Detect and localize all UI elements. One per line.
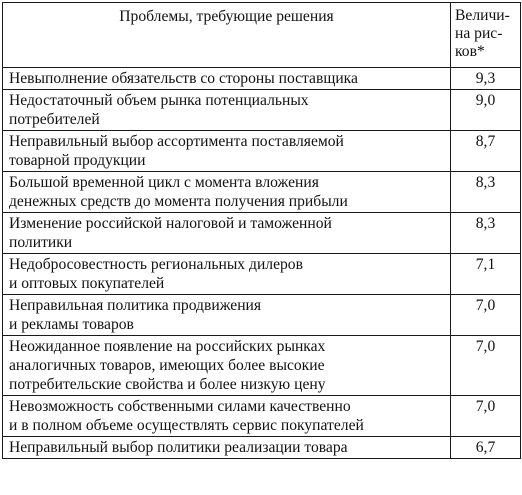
problem-text: потребительские свойства и более низкую цену	[9, 376, 326, 393]
problem-cell	[3, 68, 451, 90]
problem-cell	[3, 396, 451, 437]
table-row	[3, 68, 521, 90]
risk-value-cell: 7,0	[451, 295, 521, 336]
table-row	[3, 254, 521, 295]
problem-text: политики	[9, 234, 73, 251]
problem-text: денежных средств до момента получения прибыли	[9, 193, 348, 210]
problem-text: и оптовых покупателей	[9, 275, 165, 292]
risk-value-cell: 7,0	[451, 396, 521, 437]
risk-value-cell: 6,7	[451, 437, 521, 459]
risk-value-cell: 8,3	[451, 213, 521, 254]
risk-value-cell: 7,0	[451, 336, 521, 396]
risk-value-cell: 9,3	[451, 68, 521, 90]
table-header-row	[3, 3, 521, 68]
table-row	[3, 437, 521, 459]
problem-text: товарной продукции	[9, 152, 146, 169]
problem-cell	[3, 336, 451, 396]
problem-text: Недобросовестность региональных дилеров	[9, 256, 303, 273]
problem-cell	[3, 131, 451, 172]
header-risk-value-line: на рис-	[455, 25, 503, 42]
risk-value-cell: 8,3	[451, 172, 521, 213]
problem-text: и рекламы товаров	[9, 316, 134, 333]
table-row	[3, 295, 521, 336]
table-row	[3, 131, 521, 172]
table-row	[3, 396, 521, 437]
header-risk-value	[451, 3, 521, 68]
table-row	[3, 336, 521, 396]
problem-cell	[3, 437, 451, 459]
problem-text: аналогичных товаров, имеющих более высокие	[9, 357, 325, 374]
problem-cell	[3, 254, 451, 295]
table-row	[3, 90, 521, 131]
problem-cell	[3, 295, 451, 336]
risk-value-cell: 7,1	[451, 254, 521, 295]
table-row	[3, 213, 521, 254]
problem-text: Недостаточный объем рынка потенциальных	[9, 92, 309, 109]
risk-value-cell: 8,7	[451, 131, 521, 172]
header-risk-value-line: ков*	[455, 43, 485, 60]
problem-text: Невозможность собственными силами качественно	[9, 398, 351, 415]
problem-text: Неправильный выбор политики реализации товара	[9, 439, 348, 456]
problem-text: Неправильная политика продвижения	[9, 297, 262, 314]
problem-text: Большой временной цикл с момента вложения	[9, 174, 319, 191]
risk-value-cell: 9,0	[451, 90, 521, 131]
problem-text: Неожиданное появление на российских рынках	[9, 338, 326, 355]
problem-text: Неправильный выбор ассортимента поставляемой	[9, 133, 344, 150]
problem-cell	[3, 90, 451, 131]
risk-table	[2, 2, 521, 459]
table-row	[3, 172, 521, 213]
problem-text: и в полном объеме осуществлять сервис покупателей	[9, 417, 364, 434]
problem-cell	[3, 213, 451, 254]
problem-cell	[3, 172, 451, 213]
header-problem: Проблемы, требующие решения	[3, 3, 451, 68]
problem-text: Невыполнение обязательств со стороны поставщика	[9, 70, 358, 87]
problem-text: Изменение российской налоговой и таможенной	[9, 215, 332, 232]
header-risk-value-line: Величи-	[455, 7, 510, 24]
problem-text: потребителей	[9, 111, 100, 128]
